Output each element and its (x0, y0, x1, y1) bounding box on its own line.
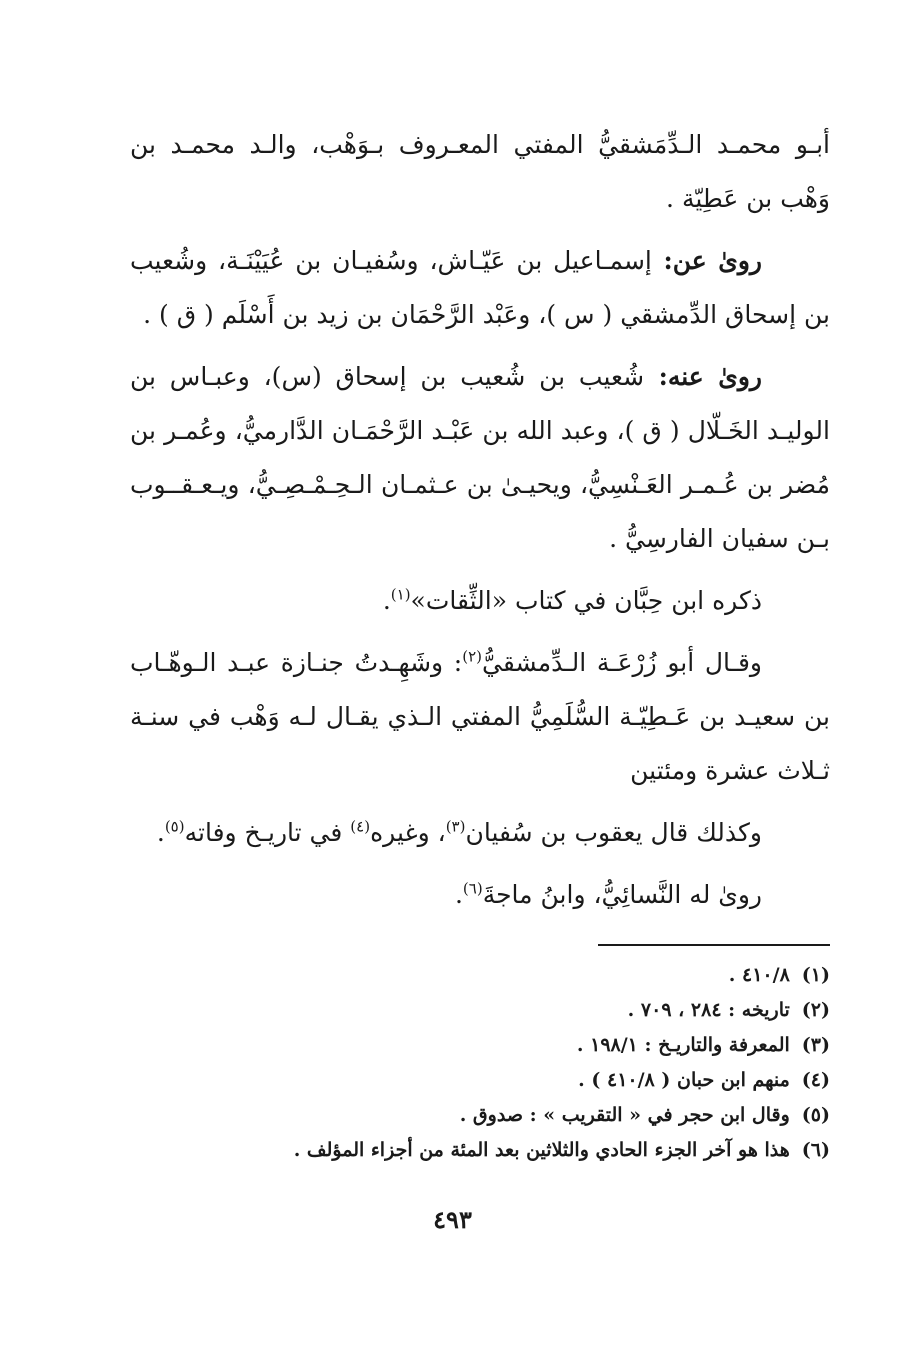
paragraph-text: أبـو محمـد الـدِّمَشقيُّ المفتي المعـروف بـوَهْب، والـد محمـد بن وَهْب بن عَطِيّة . (130, 130, 830, 213)
paragraph-abu-zura (130, 636, 830, 798)
paragraph-text: وكذلك قال يعقوب بن سُفيان (465, 818, 762, 847)
footnote-ref[interactable]: (١) (390, 585, 411, 604)
footnote-item (130, 1133, 830, 1168)
footnote-text: منهم ابن حبان ( ٤١٠/٨ ) . (578, 1069, 790, 1091)
paragraph-narrated-for (130, 868, 830, 922)
paragraph-narrated-from (130, 234, 830, 342)
footnote-text: هذا هو آخر الجزء الحادي والثلاثين بعد المئة من أجزاء المؤلف . (293, 1139, 790, 1161)
paragraph-text: شُعيب بن شُعيب بن إسحاق (س)، وعبـاس بن الوليـد الخَـلّال ( ق )، وعبد الله بن عَبْـد الرَّحْمَـان الدَّارميُّ، وعُمـر بن مُضر بن عُـمـر العَـنْسِيُّ، ويحيـىٰ بن عـثمـان الـحِـمْـصِـيُّ، ويـعـقــوب بـن سفيان الفارسِيُّ . (130, 362, 830, 553)
paragraph-tail: . (454, 880, 463, 909)
footnote-text: تاريخه : ٢٨٤ ، ٧٠٩ . (627, 999, 790, 1021)
paragraph-lead: روىٰ عنه: (644, 362, 762, 391)
footnote-ref[interactable]: (٦) (462, 879, 483, 898)
footnote-number: (١) (801, 964, 830, 986)
footnote-text: ٤١٠/٨ . (728, 964, 790, 986)
paragraph-yaqub (130, 806, 830, 860)
paragraph-tail: . (156, 818, 165, 847)
footnote-ref[interactable]: (٤) (350, 817, 371, 836)
paragraph-text: إسمـاعيل بن عَيّـاش، وسُفيـان بن عُيَيْنَـة، وشُعيب بن إسحاق الدِّمشقي ( س )، وعَبْد الرَّحْمَان بن زيد بن أَسْلَم ( ق ) . (130, 246, 830, 329)
footnote-item (130, 1098, 830, 1133)
footnote-number: (٤) (801, 1069, 830, 1091)
paragraph-text-3: في تاريـخ وفاته (184, 818, 351, 847)
footnote-text: وقال ابن حجر في « التقريب » : صدوق . (459, 1104, 790, 1126)
paragraph-ibn-hibban (130, 574, 830, 628)
paragraph-narrated-by (130, 350, 830, 566)
page-number: ٤٩٣ (433, 1205, 472, 1234)
footnote-ref[interactable]: (٥) (164, 817, 185, 836)
footnote-number: (٥) (801, 1104, 830, 1126)
paragraph-lead: روىٰ عن: (651, 246, 763, 275)
paragraph-tail: : وشَهِـدتُ جنـازة عبـد الـوهّـاب بن سعيـد بن عَـطِيّـة السُّلَمِيُّ المفتي الـذي يقـال لـه وَهْب في سنـة ثـلاث عشرة ومئتين (130, 648, 830, 785)
footnote-separator (598, 944, 830, 946)
footnote-ref[interactable]: (٣) (445, 817, 466, 836)
footnote-item (130, 1028, 830, 1063)
footnote-item (130, 993, 830, 1028)
paragraph-text-2: ، وغيره (370, 818, 446, 847)
main-text (130, 118, 830, 930)
paragraph-text: ذكره ابن حِبَّان في كتاب «الثِّقات» (410, 586, 762, 615)
footnote-number: (٢) (801, 999, 830, 1021)
footnote-number: (٦) (801, 1139, 830, 1161)
footnotes (130, 958, 830, 1168)
paragraph-biography (130, 118, 830, 226)
paragraph-text: روىٰ له النَّسائِيُّ، وابنُ ماجةَ (482, 880, 762, 909)
paragraph-text: وقـال أبو زُرْعَـة الـدِّمشقيُّ (482, 648, 763, 677)
paragraph-tail: . (382, 586, 391, 615)
footnote-number: (٣) (801, 1034, 830, 1056)
footnote-item (130, 1063, 830, 1098)
footnote-item (130, 958, 830, 993)
footnote-ref[interactable]: (٢) (462, 647, 482, 666)
footnote-text: المعرفة والتاريـخ : ١٩٨/١ . (576, 1034, 790, 1056)
